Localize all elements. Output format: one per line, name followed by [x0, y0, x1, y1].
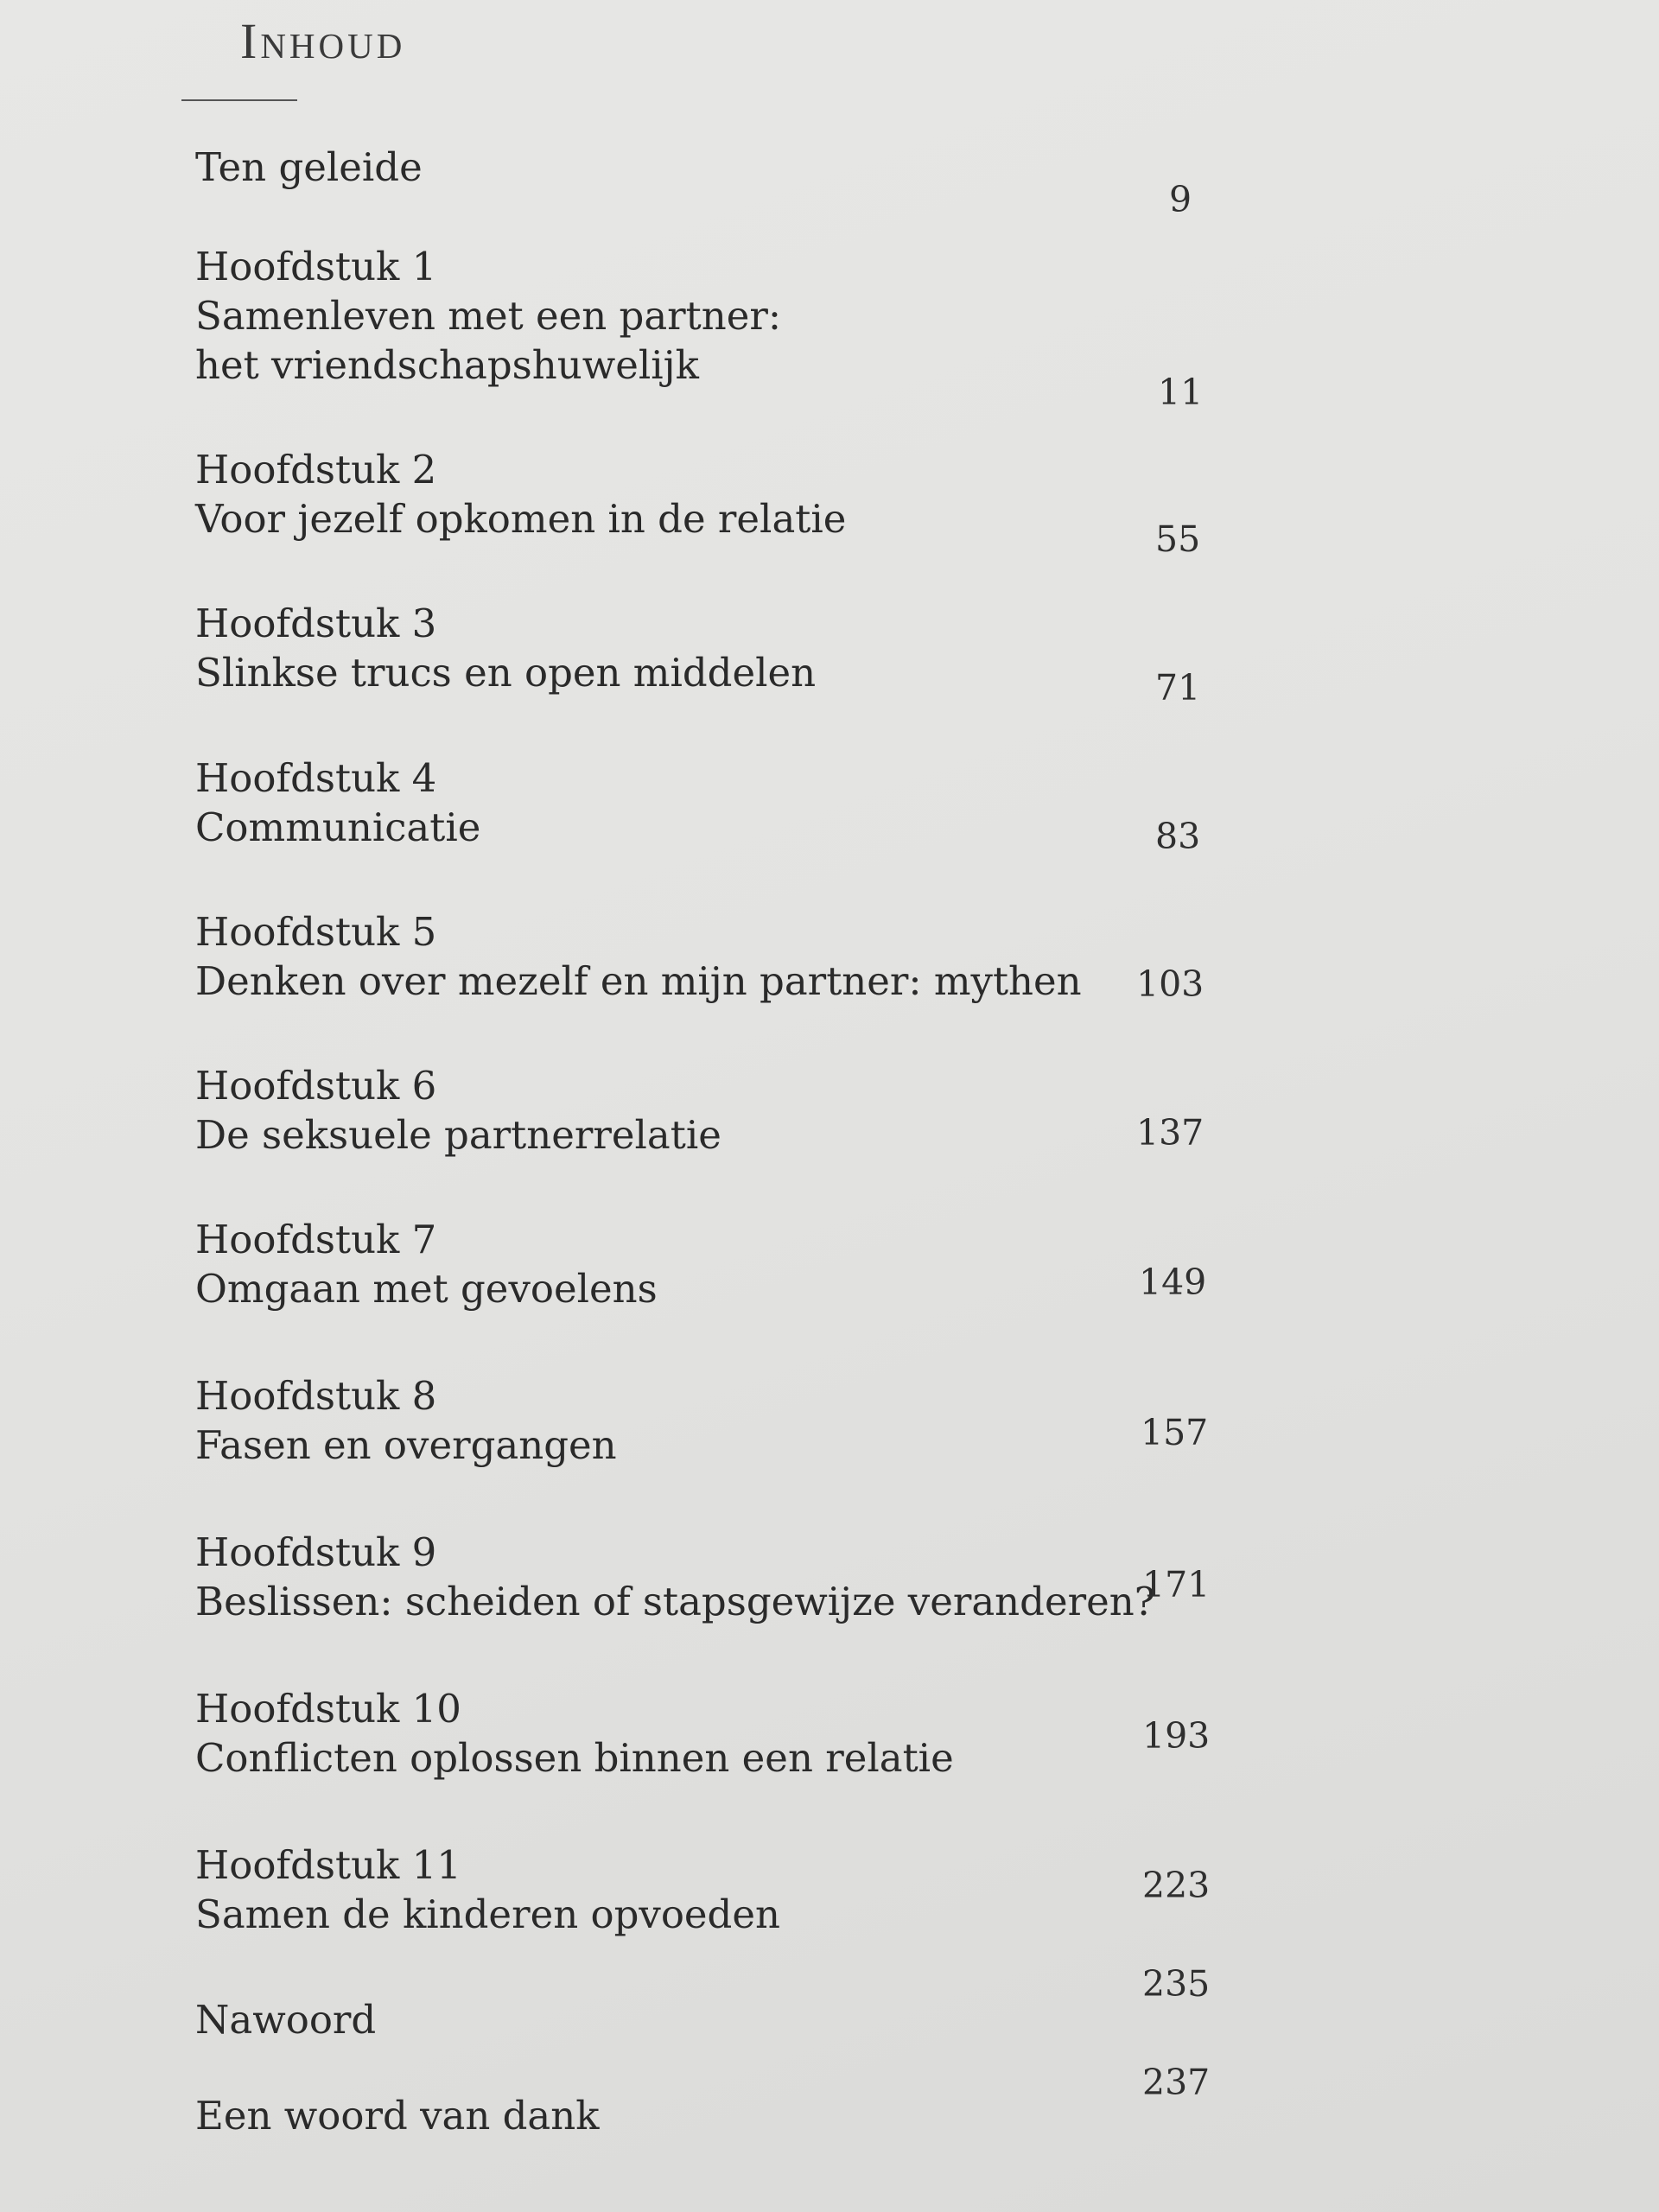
entry-title: Beslissen: scheiden of stapsgewijze veranderen? [195, 1579, 1155, 1624]
page-number: 11 [1158, 372, 1204, 413]
chapter-label: Hoofdstuk 2 [195, 447, 437, 493]
toc-entry-chapter-5 [195, 907, 1232, 1006]
entry-title: Samenleven met een partner: [195, 293, 782, 339]
entry-title: Een woord van dank [195, 2093, 600, 2139]
page-number: 237 [1142, 2062, 1211, 2103]
toc-entry-chapter-4 [195, 753, 1232, 852]
entry-title: Ten geleide [195, 144, 423, 190]
page-number: 83 [1155, 816, 1201, 857]
chapter-label: Hoofdstuk 5 [195, 909, 437, 955]
toc-entry-chapter-9 [195, 1528, 1232, 1626]
chapter-label: Hoofdstuk 10 [195, 1686, 461, 1732]
entry-title: Nawoord [195, 1997, 377, 2043]
page-number: 149 [1139, 1262, 1207, 1303]
chapter-label: Hoofdstuk 3 [195, 601, 437, 646]
entry-title: Denken over mezelf en mijn partner: mythen [195, 958, 1082, 1004]
toc-entry-chapter-7 [195, 1215, 1232, 1313]
page-number: 9 [1169, 179, 1192, 220]
chapter-label: Hoofdstuk 9 [195, 1529, 437, 1575]
entry-title: Fasen en overgangen [195, 1422, 617, 1468]
page-number: 137 [1136, 1112, 1205, 1154]
entry-title: Slinkse trucs en open middelen [195, 650, 817, 696]
page-number: 103 [1136, 963, 1205, 1005]
toc-entry-dank [195, 2091, 1232, 2140]
toc-entry-ten-geleide [195, 143, 1232, 192]
toc-entry-chapter-8 [195, 1371, 1232, 1470]
entry-title: Voor jezelf opkomen in de relatie [195, 496, 847, 542]
toc-entry-chapter-11 [195, 1840, 1232, 1939]
page-number: 235 [1142, 1963, 1211, 2005]
chapter-label: Hoofdstuk 11 [195, 1842, 461, 1888]
page-number: 157 [1141, 1412, 1209, 1453]
chapter-label: Hoofdstuk 1 [195, 244, 437, 289]
toc-entry-chapter-10 [195, 1684, 1232, 1783]
toc-entry-chapter-1 [195, 242, 1232, 390]
entry-title: Conflicten oplossen binnen een relatie [195, 1735, 954, 1781]
page-number: 71 [1155, 667, 1201, 709]
entry-title: De seksuele partnerrelatie [195, 1112, 721, 1158]
toc-entry-chapter-6 [195, 1061, 1232, 1160]
chapter-label: Hoofdstuk 6 [195, 1063, 437, 1109]
page-number: 223 [1142, 1865, 1211, 1906]
entry-title: Communicatie [195, 804, 481, 850]
entry-title: Omgaan met gevoelens [195, 1266, 658, 1312]
entry-title-continued: het vriendschapshuwelijk [195, 342, 699, 388]
toc-title: Inhoud [240, 13, 406, 69]
toc-entry-chapter-2 [195, 445, 1232, 543]
page-number: 193 [1142, 1715, 1211, 1757]
page-number: 55 [1155, 518, 1201, 560]
chapter-label: Hoofdstuk 4 [195, 755, 437, 801]
chapter-label: Hoofdstuk 7 [195, 1217, 437, 1262]
entry-title: Samen de kinderen opvoeden [195, 1891, 780, 1937]
chapter-label: Hoofdstuk 8 [195, 1373, 437, 1419]
toc-entry-chapter-3 [195, 599, 1232, 697]
toc-entry-nawoord [195, 1995, 1232, 2044]
page-number: 171 [1142, 1564, 1211, 1605]
